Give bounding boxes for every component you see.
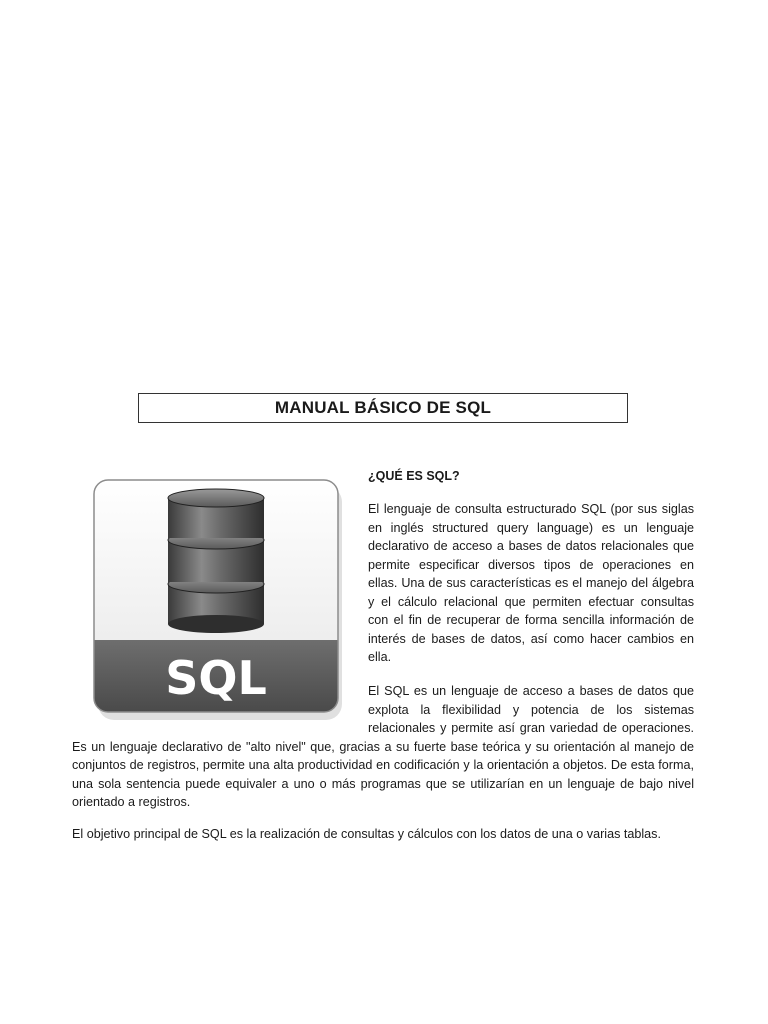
document-title: MANUAL BÁSICO DE SQL bbox=[274, 398, 492, 417]
database-cylinder bbox=[168, 489, 264, 633]
paragraph-2: El SQL es un lenguaje de acceso a bases de datos que explota la flexibilidad y potencia de los sistemas relacionales y permite así gran variedad de operaciones. Es un lenguaje declarativo de "alto nivel" que, gracias a su fuerte base teórica y su orientación al manejo de conjuntos de registros, permite una alta productividad en codificación y la orientación a objetos. De esta forma, una sola sentencia puede equivaler a uno o más programas que se utilizarían en un lenguaje de bajo nivel orientado a registros. bbox=[72, 684, 694, 809]
document-title-box bbox=[138, 393, 628, 423]
section-heading: ¿QUÉ ES SQL? bbox=[368, 469, 460, 483]
icon-wrap-spacer bbox=[72, 682, 368, 737]
paragraph-3: El objetivo principal de SQL es la realización de consultas y cálculos con los datos de una o varias tablas. bbox=[72, 827, 661, 841]
paragraph-2-container bbox=[72, 682, 694, 812]
paragraph-1: El lenguaje de consulta estructurado SQL (por sus siglas en inglés structured query language) es un lenguaje declarativo de acceso a bases de datos relacionales que permite especificar diversos tipos de operaciones en ellas. Una de sus características es el manejo del álgebra y el cálculo relacional que permiten efectuar consultas con el fin de recuperar de forma sencilla información de interés de bases de datos, así como hacer cambios en ella. bbox=[368, 502, 694, 664]
sql-icon-label: SQL bbox=[165, 651, 267, 705]
